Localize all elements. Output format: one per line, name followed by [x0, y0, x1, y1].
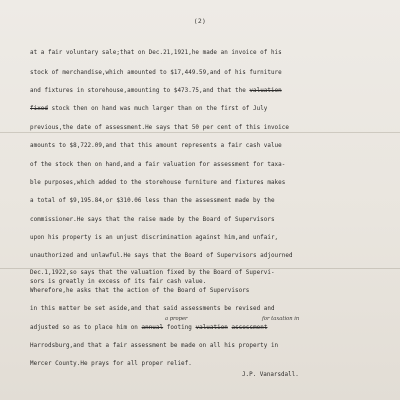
text-line: previous,the date of assessment.He says that 50 per cent of this invoice — [30, 125, 289, 131]
text-line: Dec.1,1922,so says that the valuation fixed by the Board of Supervi- — [30, 270, 275, 276]
struck-word: valuation — [195, 325, 228, 331]
page-number: (2) — [193, 17, 207, 25]
text-segment: stock then on hand was much larger than on the first of July — [51, 106, 268, 112]
text-line: sors is greatly in excess of its fair cash value. — [30, 279, 207, 285]
text-line: at a fair voluntary sale;that on Dec.21,1921,he made an invoice of his — [30, 50, 282, 56]
text-line — [30, 325, 382, 331]
text-line: of the stock then on hand,and a fair valuation for assessment for taxa- — [30, 162, 286, 168]
text-line — [30, 88, 382, 94]
signature: J.P. Vanarsdall. — [242, 372, 299, 378]
text-line: a total of $9,195.84,or $310.06 less than the assessment made by the — [30, 198, 275, 204]
handwritten-insert: for taxation in — [262, 316, 300, 322]
paper-fold — [0, 132, 400, 133]
text-line: Wherefore,he asks that the action of the Board of Supervisors — [30, 288, 250, 294]
text-segment: adjusted so as to place him on — [30, 325, 138, 331]
text-line: Mercer County.He prays for all proper relief. — [30, 361, 192, 367]
struck-word: annual — [141, 325, 164, 331]
text-segment: footing — [166, 325, 192, 331]
struck-word: valuation — [249, 88, 282, 94]
text-line — [30, 106, 382, 112]
text-line: ble purposes,which added to the storehouse furniture and fixtures makes — [30, 180, 286, 186]
handwritten-insert: a proper — [165, 316, 188, 322]
text-line: stock of merchandise,which amounted to $17,449.59,and of his furniture — [30, 70, 282, 76]
struck-word: fixed — [30, 106, 48, 112]
text-line: Harrodsburg,and that a fair assessment be made on all his property in — [30, 343, 279, 349]
struck-word: assessment — [231, 325, 268, 331]
text-line: commissioner.He says that the raise made by the Board of Supervisors — [30, 217, 275, 223]
text-line: amounts to $8,722.09,and that this amount represents a fair cash value — [30, 143, 282, 149]
text-line: upon his property is an unjust discrimination against him,and unfair, — [30, 235, 279, 241]
text-line: in this matter be set aside,and that said assessments be revised and — [30, 306, 275, 312]
paper-fold — [0, 268, 400, 269]
text-segment: and fixtures in storehouse,amounting to $473.75,and that the — [30, 88, 246, 94]
text-line: unauthorized and unlawful.He says that the Board of Supervisors adjourned — [30, 253, 293, 259]
